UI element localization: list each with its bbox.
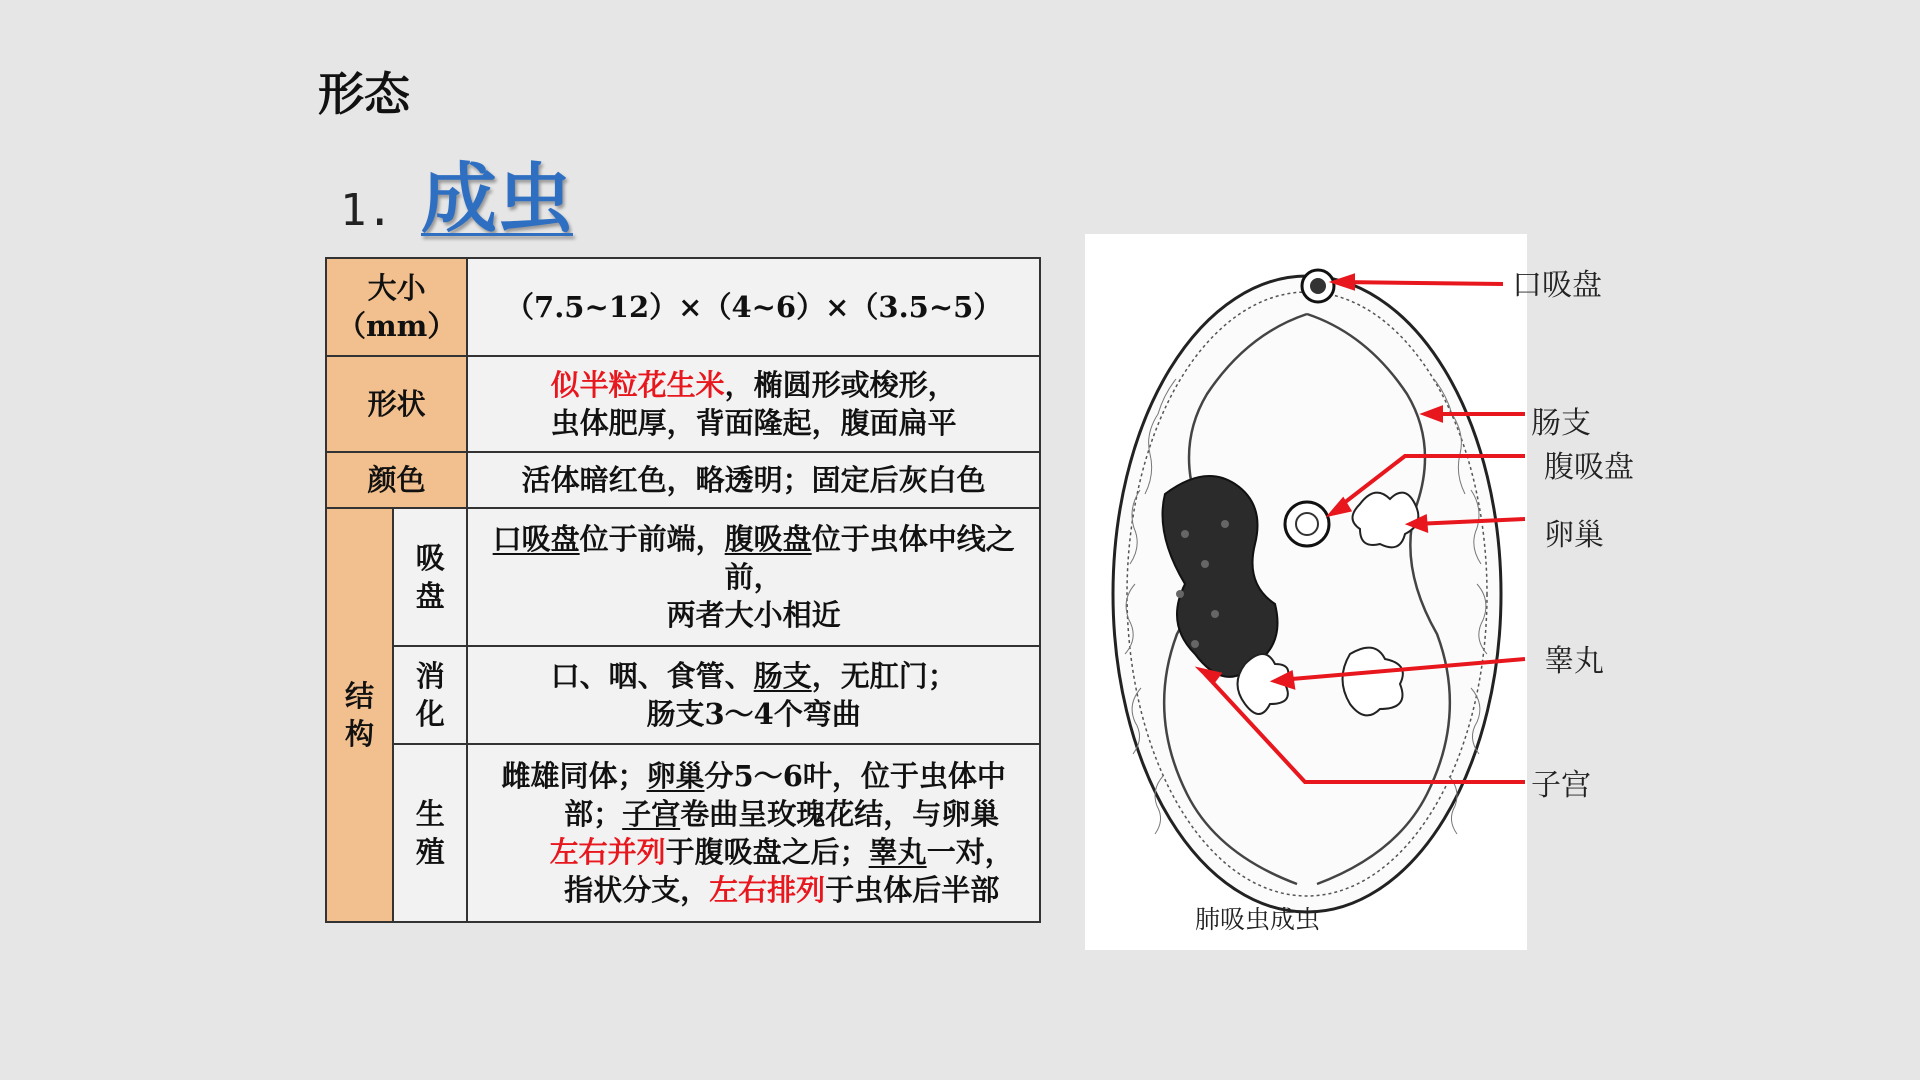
table-row-shape [326,356,1040,452]
repro-highlight-2: 左右排列 [709,873,826,907]
reproduction-value [467,744,1040,922]
repro-text-6: 一对， [926,835,1014,869]
sucker-key: 吸盘 [393,508,467,646]
ventral-sucker-term: 腹吸盘 [724,522,812,556]
repro-highlight-1: 左右并列 [549,835,666,869]
repro-text-1: 雌雄同体； [501,759,647,793]
subheading-number: 1. [340,185,393,236]
color-value: 活体暗红色，略透明；固定后灰白色 [467,452,1040,508]
label-uterus: 子宫 [1531,768,1591,803]
digestion-text-1: 口、咽、食管、 [550,659,754,693]
repro-line-4 [478,871,1029,909]
oral-sucker-term: 口吸盘 [492,522,580,556]
repro-text-8: 于虫体后半部 [825,873,1000,907]
cecum-term: 肠支 [753,659,812,693]
label-oral-sucker: 口吸盘 [1512,268,1602,303]
diagram-caption: 肺吸虫成虫 [1195,905,1321,934]
size-key: 大小（mm） [326,258,467,356]
digestion-text-2: ，无肛门； [811,659,957,693]
ventral-sucker [1285,502,1329,546]
label-ventral-sucker: 腹吸盘 [1544,450,1634,485]
structure-key [326,508,393,922]
repro-line-3 [478,833,1029,871]
repro-text-5: 于腹吸盘之后； [665,835,869,869]
fluke-body-outline [1113,276,1501,912]
repro-text-2: 分5～6叶，位于虫体中 [704,759,1006,793]
uterus-term: 子宫 [622,797,681,831]
structure-key-text: 结构 [345,679,375,751]
size-value: （7.5~12）×（4~6）×（3.5~5） [467,258,1040,356]
table-row-size [326,258,1040,356]
shape-text-line2: 虫体肥厚，背面隆起，腹面扁平 [550,406,957,440]
table-row-sucker [326,508,1040,646]
label-cecum: 肠支 [1531,406,1591,441]
subheading [340,138,573,247]
table-row-color [326,452,1040,508]
digestion-value [467,646,1040,744]
repro-text-3: 部； [564,797,623,831]
digestion-key: 消化 [393,646,467,744]
adult-worm-link[interactable]: 成虫 [420,154,573,243]
lung-fluke-diagram [1085,234,1527,950]
ovary-term: 卵巢 [646,759,705,793]
oral-sucker-center [1310,278,1326,294]
label-testes: 睾丸 [1544,644,1604,679]
shape-value [467,356,1040,452]
repro-line-2 [478,795,1029,833]
table-row-reproduction [326,744,1040,922]
shape-key: 形状 [326,356,467,452]
repro-text-7: 指状分支， [564,873,710,907]
sucker-text-3: 两者大小相近 [666,598,841,632]
morphology-table [325,257,1041,923]
color-key: 颜色 [326,452,467,508]
sucker-text-1: 位于前端， [579,522,725,556]
testes-term: 睾丸 [868,835,927,869]
digestion-text-3: 肠支3～4个弯曲 [646,697,861,731]
section-title: 形态 [318,67,410,121]
fluke-illustration [1085,234,1527,950]
sucker-value [467,508,1040,646]
reproduction-key: 生殖 [393,744,467,922]
table-row-digestion [326,646,1040,744]
shape-highlight: 似半粒花生米 [550,368,725,402]
repro-text-4: 卷曲呈玫瑰花结，与卵巢 [680,797,1000,831]
label-ovary: 卵巢 [1544,518,1604,553]
shape-text: ，椭圆形或梭形， [724,368,957,402]
sucker-text-2: 位于虫体中线之前， [724,522,1015,594]
arrow-oral-sucker [1340,282,1503,284]
